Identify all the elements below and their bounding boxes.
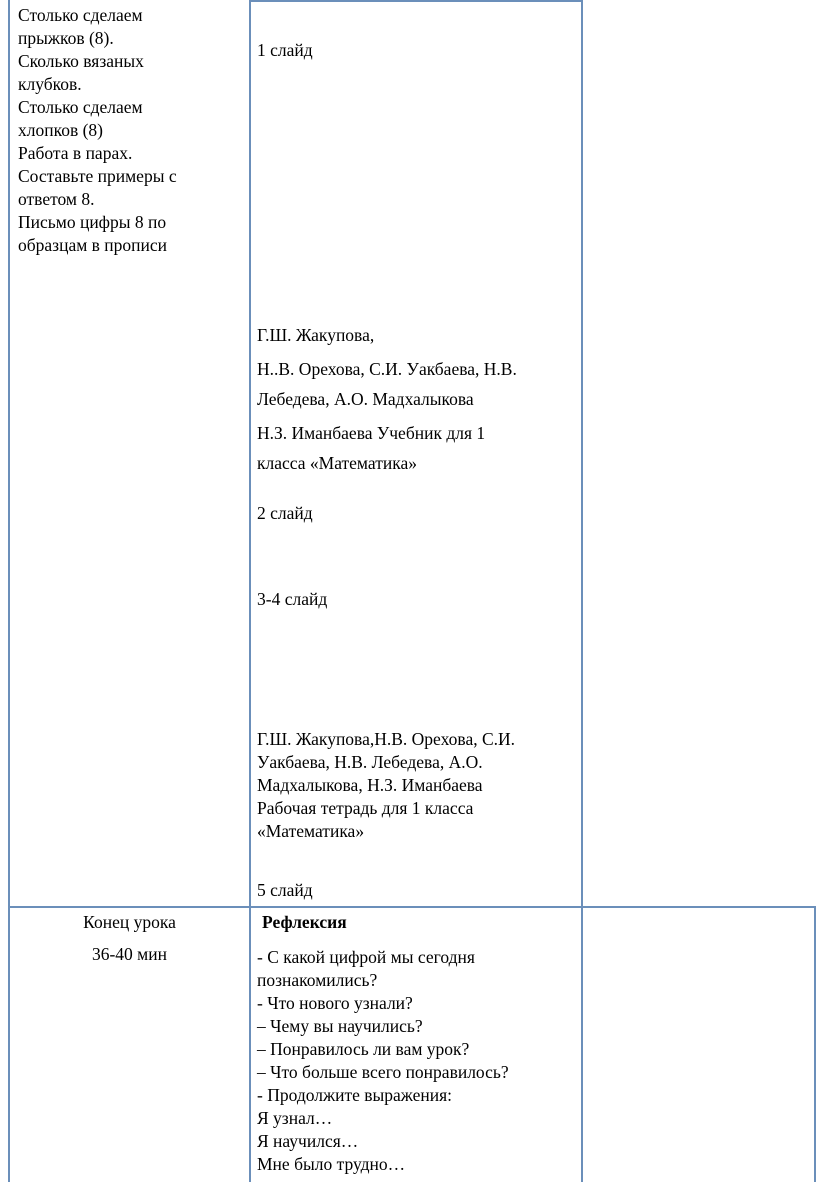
question-line: Мне было трудно… <box>257 1154 406 1174</box>
activity-list <box>18 4 177 257</box>
activity-line: образцам в прописи <box>18 235 168 255</box>
reference-line: Г.Ш. Жакупова,Н.В. Орехова, С.И. <box>257 729 516 749</box>
question-line: – Чему вы научились? <box>257 1016 423 1036</box>
reference-line: Мадхалыкова, Н.З. Иманбаева <box>257 775 483 795</box>
activity-line: клубков. <box>18 74 82 94</box>
slide-2-label: 2 слайд <box>257 503 313 523</box>
activity-line: Составьте примеры с <box>18 166 177 186</box>
activity-line: Сколько вязаных <box>18 51 144 71</box>
activity-line: Работа в парах. <box>18 143 133 163</box>
reflection-questions <box>257 946 509 1176</box>
activity-line: Письмо цифры 8 по <box>18 212 167 232</box>
question-line: – Понравилось ли вам урок? <box>257 1039 470 1059</box>
lesson-time: 36-40 мин <box>91 944 167 964</box>
slide-1-label: 1 слайд <box>257 40 313 60</box>
table-border-col1 <box>249 0 251 1182</box>
activity-line: прыжков (8). <box>18 28 114 48</box>
reference-line: Лебедева, А.О. Мадхалыкова <box>257 389 474 409</box>
lesson-stage: Конец урока <box>83 912 176 932</box>
reflection-heading: Рефлексия <box>262 912 347 932</box>
textbook-reference <box>257 320 517 478</box>
reference-line: Н..В. Орехова, С.И. Уакбаева, Н.В. <box>257 359 517 379</box>
reference-line: Н.З. Иманбаева Учебник для 1 <box>257 423 486 443</box>
question-line: Я научился… <box>257 1131 359 1151</box>
reference-line: класса «Математика» <box>257 453 417 473</box>
question-line: - Что нового узнали? <box>257 993 413 1013</box>
question-line: - Продолжите выражения: <box>257 1085 453 1105</box>
question-line: Я узнал… <box>257 1108 333 1128</box>
question-line: – Что больше всего понравилось? <box>257 1062 509 1082</box>
reference-line: «Математика» <box>257 821 365 841</box>
reference-line: Рабочая тетрадь для 1 класса <box>257 798 474 818</box>
table-border-col2 <box>581 0 583 1182</box>
question-line: познакомились? <box>257 970 378 990</box>
table-border-left <box>8 0 10 1182</box>
table-border-top <box>249 0 583 2</box>
question-line: - С какой цифрой мы сегодня <box>257 947 475 967</box>
activity-line: Столько сделаем <box>18 5 143 25</box>
slide-3-4-label: 3-4 слайд <box>257 589 328 609</box>
activity-line: хлопков (8) <box>18 120 104 140</box>
slide-5-label: 5 слайд <box>257 880 313 900</box>
reference-line: Уакбаева, Н.В. Лебедева, А.О. <box>257 752 483 772</box>
reference-line: Г.Ш. Жакупова, <box>257 325 375 345</box>
table-border-row-divider <box>8 906 816 908</box>
activity-line: ответом 8. <box>18 189 95 209</box>
activity-line: Столько сделаем <box>18 97 143 117</box>
workbook-reference <box>257 728 515 843</box>
